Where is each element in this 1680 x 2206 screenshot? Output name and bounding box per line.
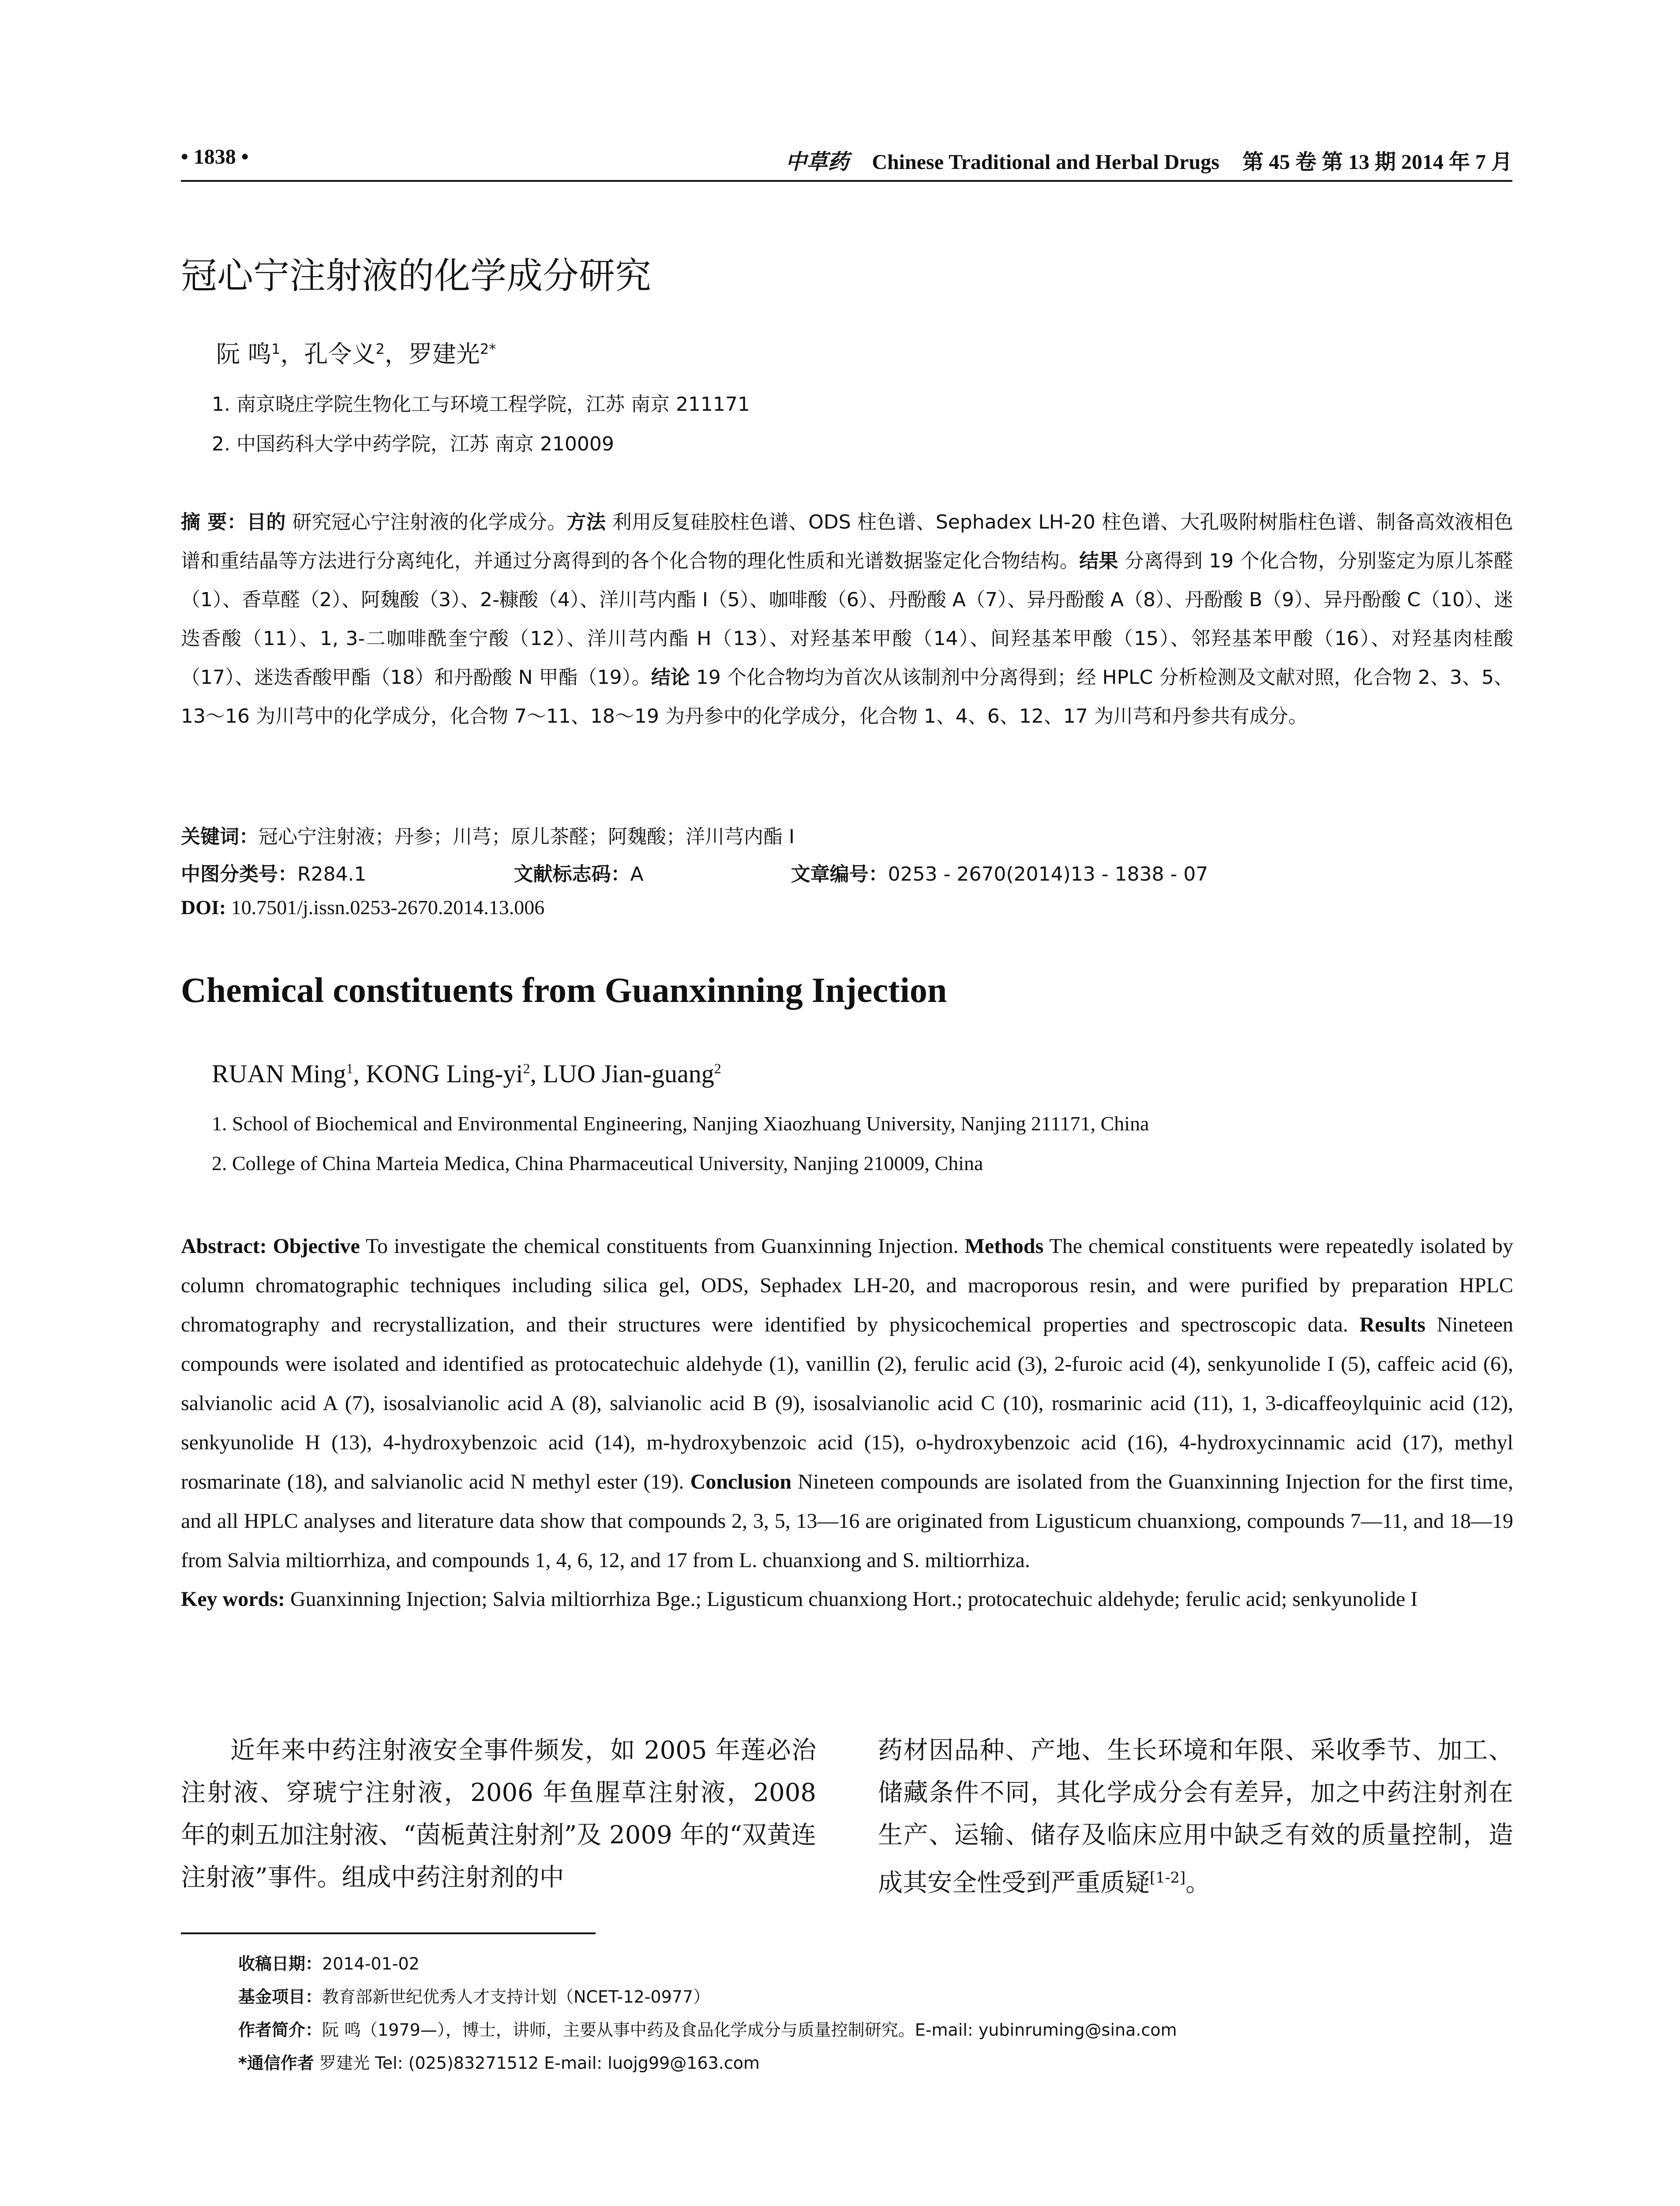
keywords-label: 关键词：	[181, 825, 259, 848]
clc-value: R284.1	[297, 863, 367, 885]
author-sup: 2	[523, 1060, 530, 1077]
doi-line	[181, 896, 544, 919]
citation-ref[interactable]: [1-2]	[1150, 1869, 1186, 1887]
art-label: 文章编号：	[791, 863, 888, 885]
author-name: ，罗建光	[384, 340, 480, 368]
body-column-right	[878, 1730, 1513, 1905]
issue-info: 第 45 卷 第 13 期 2014 年 7 月	[1242, 150, 1512, 174]
keywords-en	[181, 1579, 1513, 1619]
doi-label: DOI:	[181, 896, 226, 919]
clc-label: 中图分类号：	[181, 863, 297, 885]
footnote-corresponding	[238, 2049, 760, 2074]
corresponding-label: *通信作者	[238, 2053, 314, 2073]
affiliation-en-1: 1. School of Biochemical and Environmental Engineering, Nanjing Xiaozhuang University, Nanjing 211171, China	[212, 1112, 1149, 1135]
abstract-objective-label: Abstract: Objective	[181, 1234, 360, 1258]
footnote-divider	[181, 1932, 596, 1934]
doc-value: A	[630, 863, 644, 885]
methods-label: Methods	[964, 1234, 1044, 1258]
results-text: Nineteen compounds were isolated and identified as protocatechuic aldehyde (1), vanillin (2), ferulic acid (3), 2-furoic acid (4), senkyunolide I (5), caffeic acid (6), salvianolic acid A (7), isosalvianolic acid A (8), salvianolic acid B (9), isosalvianolic acid C (10), rosmarinic acid (11), 1, 3-dicaffeoylquinic acid (12), senkyunolide H (13), 4-hydroxybenzoic acid (14), m-hydroxybenzoic acid (15), o-hydroxybenzoic acid (16), 4-hydroxycinnamic acid (17), methyl rosmarinate (18), and salvianolic acid N methyl ester (19).	[181, 1313, 1514, 1493]
abstract-label: 摘 要：	[181, 511, 247, 533]
conclusion-text: 19 个化合物均为首次从该制剂中分离得到；经 HPLC 分析检测及文献对照，化合物 2、3、5、13～16 为川芎中的化学成分，化合物 7～11、18～19 为丹参中的化学成分，化合物 1、4、6、12、17 为川芎和丹参共有成分。	[181, 666, 1513, 728]
authors-en	[212, 1059, 721, 1088]
author-sup: 1	[346, 1060, 353, 1077]
body-column-left: 近年来中药注射液安全事件频发，如 2005 年莲必治注射液、穿琥宁注射液，2006 年鱼腥草注射液，2008 年的刺五加注射液、“茵栀黄注射剂”及 2009 年的“双黄连注射液”事件。组成中药注射剂的中	[181, 1736, 817, 1892]
bio-value: 阮 鸣（1979—），博士，讲师，主要从事中药及食品化学成分与质量控制研究。E-mail: yubinruming@sina.com	[322, 2020, 1177, 2040]
keywords-text: 冠心宁注射液；丹参；川芎；原儿茶醛；阿魏酸；洋川芎内酯 I	[259, 825, 795, 848]
author-sup: 1	[271, 341, 281, 357]
author-sup: 2	[375, 341, 385, 357]
author-name: RUAN Ming	[212, 1059, 346, 1088]
affiliation-cn-2: 2. 中国药科大学中药学院，江苏 南京 210009	[212, 433, 614, 455]
journal-title	[785, 145, 1512, 175]
doi-value: 10.7501/j.issn.0253-2670.2014.13.006	[226, 896, 545, 919]
author-name: , LUO Jian-guang	[530, 1059, 714, 1088]
affiliation-en-2: 2. College of China Marteia Medica, China Pharmaceutical University, Nanjing 210009, China	[212, 1152, 983, 1174]
body-text: 药材因品种、产地、生长环境和年限、采收季节、加工、储藏条件不同，其化学成分会有差异，加之中药注射剂在生产、运输、储存及临床应用中缺乏有效的质量控制，造成其安全性受到严重质疑	[878, 1736, 1513, 1898]
page-number: • 1838 •	[181, 145, 249, 169]
article-number	[791, 863, 1279, 885]
bio-label: 作者简介：	[238, 2020, 322, 2040]
results-label: 结果	[1079, 550, 1118, 572]
footnote-received	[238, 1950, 420, 1974]
conclusion-text: Nineteen compounds are isolated from the Guanxinning Injection for the first time, and all HPLC analyses and literature data show that compounds 2, 3, 5, 13—16 are originated from Ligusticum chuanxiong, compounds 7—11, and 18—19 from Salvia miltiorrhiza, and compounds 1, 4, 6, 12, and 17 from L. chuanxiong and S. miltiorrhiza.	[181, 1470, 1514, 1572]
received-label: 收稿日期：	[238, 1954, 322, 1973]
footnote-author-bio	[238, 2016, 1177, 2041]
authors-cn	[216, 335, 496, 369]
classification-line	[181, 858, 1349, 886]
keywords-text: Guanxinning Injection; Salvia miltiorrhiza Bge.; Ligusticum chuanxiong Hort.; protocatechuic aldehyde; ferulic acid; senkyunolide I	[285, 1587, 1418, 1611]
running-header	[181, 140, 1512, 182]
objective-text: 研究冠心宁注射液的化学成分。	[285, 511, 567, 533]
conclusion-label: Conclusion	[690, 1470, 792, 1493]
methods-text: The chemical constituents were repeatedly isolated by column chromatographic techniques including silica gel, ODS, Sephadex LH-20, and macroporous resin, and were purified by preparation HPLC chromatography and recrystallization, and their structures were identified by physicochemical properties and spectroscopic data.	[181, 1234, 1513, 1336]
art-value: 0253 - 2670(2014)13 - 1838 - 07	[888, 863, 1208, 885]
doc-code	[514, 863, 714, 885]
fund-label: 基金项目：	[238, 1987, 322, 2007]
article-title-cn: 冠心宁注射液的化学成分研究	[181, 255, 652, 297]
keywords-cn	[181, 821, 795, 849]
journal-name-cn: 中草药	[785, 150, 849, 174]
journal-name-en: Chinese Traditional and Herbal Drugs	[872, 150, 1219, 174]
results-label: Results	[1359, 1313, 1425, 1336]
methods-label: 方法	[566, 511, 606, 533]
author-sup: 2*	[480, 341, 496, 357]
author-name: , KONG Ling-yi	[353, 1059, 523, 1088]
abstract-cn	[181, 503, 1513, 736]
objective-text: To investigate the chemical constituents from Guanxinning Injection.	[360, 1234, 965, 1258]
fund-value: 教育部新世纪优秀人才支持计划（NCET-12-0977）	[322, 1987, 710, 2007]
doc-label: 文献标志码：	[514, 863, 630, 885]
body-text-end: 。	[1185, 1868, 1211, 1898]
conclusion-label: 结论	[651, 666, 690, 689]
keywords-label: Key words:	[181, 1587, 285, 1611]
abstract-en	[181, 1227, 1513, 1580]
author-name: ，孔令义	[280, 340, 376, 368]
article-title-en: Chemical constituents from Guanxinning Injection	[181, 971, 947, 1010]
results-text: 分离得到 19 个化合物，分别鉴定为原儿茶醛（1）、香草醛（2）、阿魏酸（3）、2-糠酸（4）、洋川芎内酯 I（5）、咖啡酸（6）、丹酚酸 A（7）、异丹酚酸 A（8）、丹酚酸 B（9）、异丹酚酸 C（10）、迷迭香酸（11）、1, 3-二咖啡酰奎宁酸（12）、洋川芎内酯 H（13）、对羟基苯甲酸（14）、间羟基苯甲酸（15）、邻羟基苯甲酸（16）、对羟基肉桂酸（17）、迷迭香酸甲酯（18）和丹酚酸 N 甲酯（19）。	[181, 550, 1514, 689]
received-value: 2014-01-02	[322, 1954, 420, 1973]
footnote-fund	[238, 1983, 710, 2007]
author-sup: 2	[714, 1060, 721, 1077]
affiliation-cn-1: 1. 南京晓庄学院生物化工与环境工程学院，江苏 南京 211171	[212, 393, 750, 416]
author-name: 阮 鸣	[216, 340, 272, 368]
clc-code	[181, 863, 437, 885]
methods-text: 利用反复硅胶柱色谱、ODS 柱色谱、Sephadex LH-20 柱色谱、大孔吸附树脂柱色谱、制备高效液相色谱和重结晶等方法进行分离纯化，并通过分离得到的各个化合物的理化性质和光谱数据鉴定化合物结构。	[181, 511, 1514, 572]
objective-label: 目的	[247, 511, 286, 533]
corresponding-value: 罗建光 Tel: (025)83271512 E-mail: luojg99@163.com	[314, 2053, 760, 2073]
